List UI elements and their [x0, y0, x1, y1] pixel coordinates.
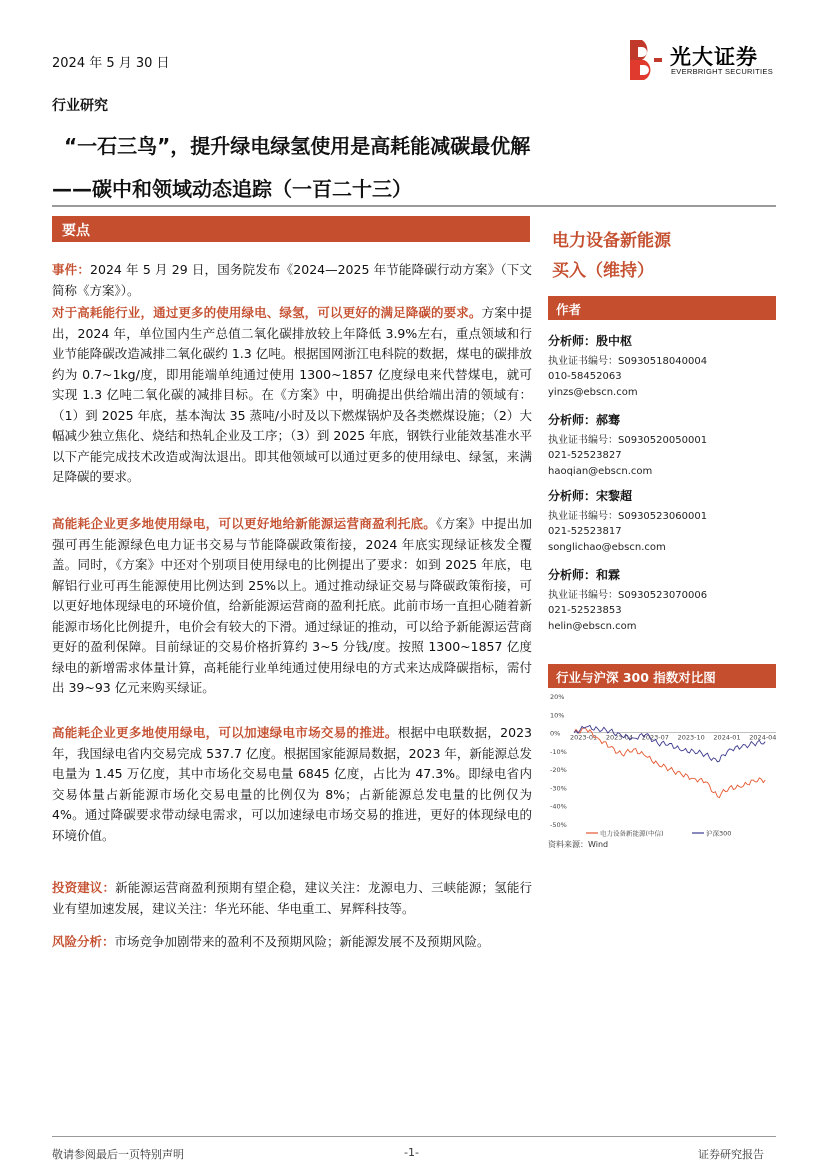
event-text: 2024 年 5 月 29 日，国务院发布《2024—2025 年节能降碳行动方案》（下文简称《方案》）。	[52, 262, 532, 298]
investment-advice	[52, 878, 532, 919]
paragraph-heading: 高能耗企业更多地使用绿电，可以更好地给新能源运营商盈利托底。	[52, 516, 437, 531]
analyst-card	[548, 334, 776, 400]
chart-header	[548, 664, 776, 688]
analyst-card	[548, 568, 776, 634]
x-tick-label: 2024-01	[713, 733, 741, 742]
logo-english-name: EVERBRIGHT SECURITIES	[671, 67, 774, 76]
analyst-name: 分析师：和霖	[548, 568, 621, 582]
authors-label: 作者	[556, 302, 582, 317]
y-tick-label: 0%	[550, 729, 561, 738]
analyst-phone: 010-58452063	[548, 371, 622, 382]
investment-label: 投资建议：	[52, 880, 116, 895]
y-tick-label: -40%	[550, 802, 567, 811]
risk-analysis	[52, 932, 532, 953]
x-tick-label: 2023-07	[641, 733, 669, 742]
analyst-card	[548, 413, 776, 479]
paragraph-heading: 高能耗企业更多地使用绿电，可以加速绿电市场交易的推进。	[52, 725, 398, 740]
analyst-email[interactable]: songlichao@ebscn.com	[548, 541, 666, 553]
title-divider	[52, 205, 776, 207]
analyst-cert: 执业证书编号：S0930518040004	[548, 355, 708, 367]
event-label: 事件：	[52, 262, 91, 277]
y-tick-label: -10%	[550, 747, 567, 756]
footer-divider	[52, 1136, 776, 1137]
analyst-email[interactable]: helin@ebscn.com	[548, 620, 637, 632]
analyst-name: 分析师：宋黎超	[548, 489, 633, 503]
x-tick-label: 2023-10	[677, 733, 705, 742]
rating: 买入（维持）	[552, 261, 654, 281]
paragraph-text: 方案中提出，2024 年，单位国内生产总值二氧化碳排放较上年降低 3.9%左右，重点领域和行业节能降碳改造减排二氧化碳约 1.3 亿吨。根据国网浙江电科院的数据，煤电的碳排放约为 0.7~1kg/度，即用能端单纯通过使用 1300~1857 亿度绿电来代替煤电，就可实现 1.3 亿吨二氧化碳的减排目标。在《方案》中，明确提出供给端出清的领域有：（1）到 2025 年底，基本淘汰 35 蒸吨/小时及以下燃煤锅炉及各类燃煤设施；（2）大幅减少独立焦化、烧结和热轧企业及工序；（3）到 2025 年底，钢铁行业能效基准水平以下产能完成技术改造或淘汰退出。即其他领域可以通过更多的使用绿电、绿氢，来满足降碳的要求。	[52, 305, 532, 484]
report-title: “一石三鸟”，提升绿电绿氢使用是高耗能减碳最优解	[64, 134, 531, 158]
disclaimer-note: 敬请参阅最后一页特别声明	[52, 1148, 184, 1161]
analyst-cert: 执业证书编号：S0930523060001	[548, 510, 708, 522]
analyst-cert: 执业证书编号：S0930523070006	[548, 589, 708, 601]
paragraph-heading: 对于高耗能行业，通过更多的使用绿电、绿氢，可以更好的满足降碳的要求。	[52, 305, 482, 320]
y-tick-label: -30%	[550, 784, 567, 793]
x-tick-label: 2023-01	[570, 733, 598, 742]
analyst-phone: 021-52523827	[548, 450, 622, 461]
analyst-card	[548, 489, 776, 555]
event-paragraph	[52, 260, 532, 301]
report-category: 行业研究	[52, 98, 108, 114]
legend-label: 沪深300	[706, 829, 732, 838]
keypoints-header	[52, 216, 530, 242]
keypoints-label: 要点	[62, 223, 90, 239]
paragraph-green-certificate	[52, 514, 532, 699]
analyst-name: 分析师：殷中枢	[548, 334, 633, 348]
analyst-email[interactable]: yinzs@ebscn.com	[548, 386, 638, 398]
analyst-email[interactable]: haoqian@ebscn.com	[548, 465, 653, 477]
report-date: 2024 年 5 月 30 日	[52, 56, 170, 71]
paragraph-text: 《方案》中提出加强可再生能源绿色电力证书交易与节能降碳政策衔接，2024 年底实现绿证核发全覆盖。同时，《方案》中还对个别项目使用绿电的比例提出了要求：如到 2025 年底，电解铝行业可再生能源使用比例达到 25%以上。通过推动绿证交易与降碳政策衔接，可以更好地体现绿电的环境价值，给新能源运营商的盈利托底。此前市场一直担心随着新能源市场化比例提升，电价会有较大的下滑。通过绿证的推动，可以给予新能源运营商更好的盈利保障。目前绿证的交易价格折算约 3~5 分钱/度。按照 1300~1857 亿度绿电的新增需求体量计算，高耗能行业单纯通过使用绿电的方式来达成降碳指标，需付出 39~93 亿元来购买绿证。	[52, 516, 532, 695]
chart-header-label: 行业与沪深 300 指数对比图	[556, 670, 716, 685]
chart-source: 资料来源：Wind	[548, 840, 609, 849]
page-number: -1-	[404, 1146, 419, 1159]
y-tick-label: 20%	[550, 693, 565, 701]
paragraph-green-power-market	[52, 723, 532, 846]
logo-name: 光大证券	[670, 45, 758, 69]
y-tick-label: 10%	[550, 711, 565, 720]
legend-label: 电力设备新能源(中信)	[600, 829, 664, 838]
sector-name: 电力设备新能源	[552, 231, 671, 251]
x-tick-label: 2024-04	[749, 733, 777, 742]
y-tick-label: -50%	[550, 821, 567, 829]
series-line	[574, 725, 765, 761]
analyst-name: 分析师：郝骞	[548, 413, 621, 427]
report-subtitle: ——碳中和领域动态追踪（一百二十三）	[52, 177, 412, 201]
x-tick-label: 2023-04	[605, 733, 634, 742]
risk-label: 风险分析：	[52, 934, 115, 949]
risk-text: 市场竞争加剧带来的盈利不及预期风险；新能源发展不及预期风险。	[114, 934, 490, 949]
analyst-cert: 执业证书编号：S0930520050001	[548, 434, 708, 446]
analyst-phone: 021-52523817	[548, 526, 622, 537]
authors-header	[548, 296, 776, 320]
paragraph-text: 根据中电联数据，2023 年，我国绿电省内交易完成 537.7 亿度。根据国家能源局数据，2023 年，新能源总发电量为 1.45 万亿度，其中市场化交易电量 6845 亿度，占比为 47.3%。即绿电省内交易体量占新能源市场化交易电量的比例仅为 8%；占新能源总发电量的比例仅为 4%。通过降碳要求带动绿电需求，可以加速绿电市场交易的推进，更好的体现绿电的环境价值。	[52, 725, 532, 843]
paragraph-high-energy-industry	[52, 303, 532, 488]
index-comparison-chart	[548, 690, 780, 840]
company-logo	[626, 38, 776, 84]
y-tick-label: -20%	[550, 766, 567, 775]
report-type: 证券研究报告	[698, 1148, 764, 1161]
analyst-phone: 021-52523853	[548, 605, 622, 616]
everbright-logo-icon	[626, 38, 666, 82]
investment-text: 新能源运营商盈利预期有望企稳，建议关注：龙源电力、三峡能源；氢能行业有望加速发展，建议关注：华光环能、华电重工、昇辉科技等。	[52, 880, 532, 916]
